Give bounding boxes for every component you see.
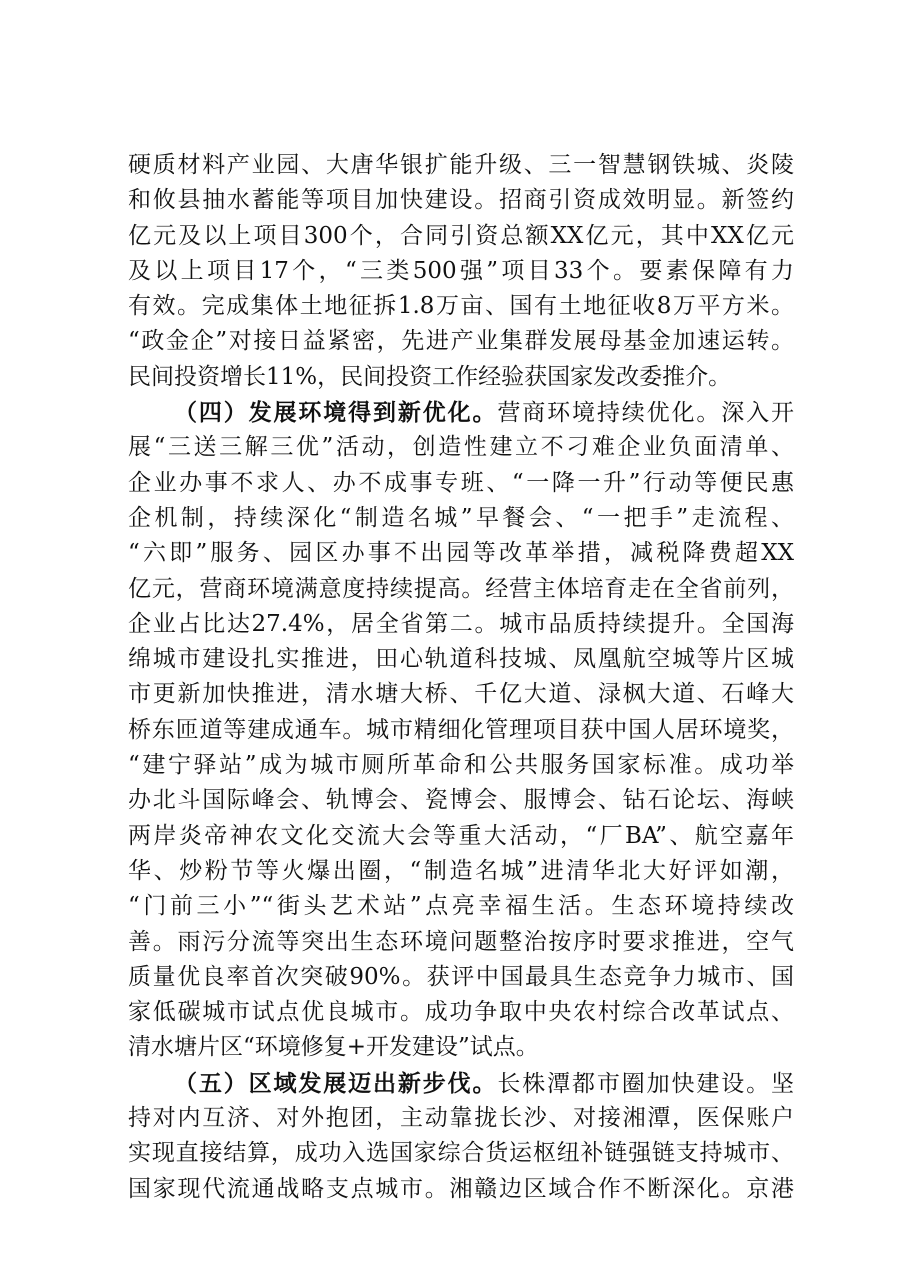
text-line: 办北斗国际峰会、轨博会、瓷博会、服博会、钻石论坛、海峡 <box>128 787 794 814</box>
text-line: 绵城市建设扎实推进，田心轨道科技城、凤凰航空城等片区城 <box>128 646 794 673</box>
text-line: 及以上项目17个，“三类500强”项目33个。要素保障有力 <box>128 257 794 284</box>
text-line: 企业办事不求人、办不成事专班、“一降一升”行动等便民惠 <box>128 469 794 496</box>
text-line: 市更新加快推进，清水塘大桥、千亿大道、渌枫大道、石峰大 <box>128 681 794 708</box>
text-line: 善。雨污分流等突出生态环境问题整治按序时要求推进，空气 <box>128 928 794 955</box>
text-line: “建宁驿站”成为城市厕所革命和公共服务国家标准。成功举 <box>128 752 794 779</box>
section-first-line <box>128 395 794 430</box>
section-lead-text: 长株潭都市圈加快建设。坚 <box>497 1070 794 1097</box>
text-line: “六即”服务、园区办事不出园等改革举措，减税降费超XX <box>128 540 794 567</box>
text-line: “门前三小”“街头艺术站”点亮幸福生活。生态环境持续改 <box>128 893 794 920</box>
text-line: 清水塘片区“环境修复+开发建设”试点。 <box>128 1034 539 1061</box>
text-line: 有效。完成集体土地征拆1.8万亩、国有土地征收8万平方米。 <box>128 293 794 320</box>
section-first-line <box>128 1066 794 1101</box>
text-line: 两岸炎帝神农文化交流大会等重大活动，“厂BA”、航空嘉年 <box>128 822 794 849</box>
section-heading: （五）区域发展迈出新步伐。 <box>174 1069 498 1097</box>
section-heading: （四）发展环境得到新优化。 <box>174 399 498 427</box>
text-line: 亿元及以上项目300个，合同引资总额XX亿元，其中XX亿元 <box>128 222 794 249</box>
text-line: 亿元，营商环境满意度持续提高。经营主体培育走在全省前列， <box>128 575 794 602</box>
text-line: 展“三送三解三优”活动，创造性建立不刁难企业负面清单、 <box>128 434 794 461</box>
text-line: 国家现代流通战略支点城市。湘赣边区域合作不断深化。京港 <box>128 1175 794 1202</box>
text-line: “政金企”对接日益紧密，先进产业集群发展母基金加速运转。 <box>128 328 794 355</box>
text-line: 质量优良率首次突破90%。获评中国最具生态竞争力城市、国 <box>128 963 794 990</box>
section-lead-text: 营商环境持续优化。深入开 <box>497 400 794 427</box>
text-line: 企机制，持续深化“制造名城”早餐会、“一把手”走流程、 <box>128 504 794 531</box>
text-line: 民间投资增长11%，民间投资工作经验获国家发改委推介。 <box>128 363 732 390</box>
document-body <box>128 148 794 1207</box>
text-line: 持对内互济、对外抱团，主动靠拢长沙、对接湘潭，医保账户 <box>128 1105 794 1132</box>
text-line: 实现直接结算，成功入选国家综合货运枢纽补链强链支持城市、 <box>128 1140 794 1167</box>
text-line: 和攸县抽水蓄能等项目加快建设。招商引资成效明显。新签约 <box>128 187 794 214</box>
text-line: 硬质材料产业园、大唐华银扩能升级、三一智慧钢铁城、炎陵 <box>128 152 794 178</box>
text-line: 桥东匝道等建成通车。城市精细化管理项目获中国人居环境奖， <box>128 716 794 743</box>
text-line: 家低碳城市试点优良城市。成功争取中央农村综合改革试点、 <box>128 999 794 1026</box>
text-line: 华、炒粉节等火爆出圈，“制造名城”进清华北大好评如潮， <box>128 857 794 884</box>
text-line: 企业占比达27.4%，居全省第二。城市品质持续提升。全国海 <box>128 610 794 637</box>
